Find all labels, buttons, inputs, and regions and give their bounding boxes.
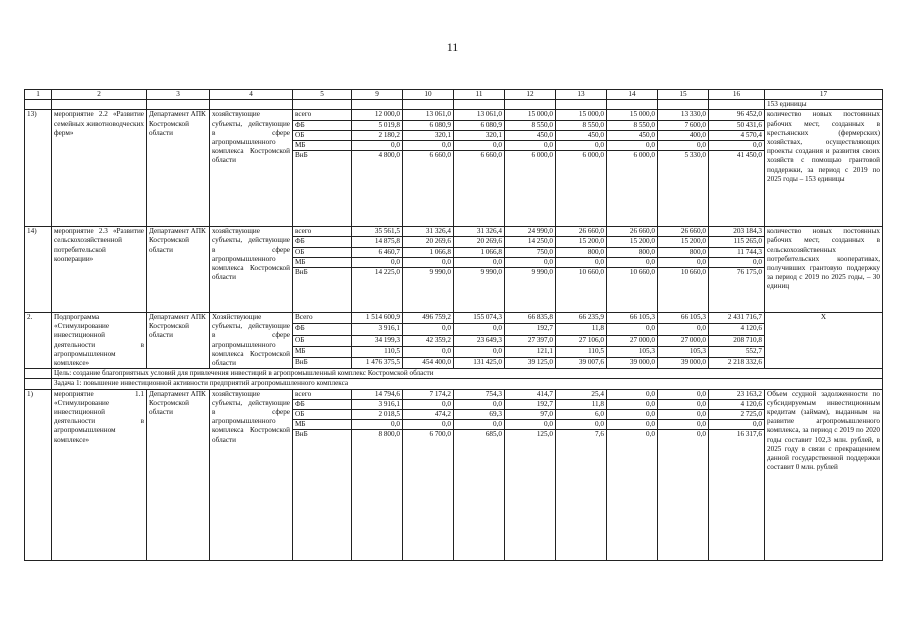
amount-cell: 16 317,6 [709, 430, 765, 561]
amount-cell: 15 200,0 [658, 237, 709, 247]
amount-cell: 0,0 [556, 420, 607, 430]
table-cell [556, 100, 607, 110]
amount-cell: 2 218 332,6 [709, 358, 765, 369]
funding-source: Всего [293, 313, 352, 324]
funding-source: ФБ [293, 237, 352, 247]
amount-cell: 0,0 [607, 430, 658, 561]
funding-source: ОБ [293, 410, 352, 420]
amount-cell: 13 330,0 [658, 110, 709, 120]
funding-source: всего [293, 227, 352, 237]
amount-cell: 110,5 [556, 346, 607, 357]
amount-cell: 6 000,0 [607, 151, 658, 227]
column-header: 1 [25, 90, 52, 100]
amount-cell: 0,0 [709, 257, 765, 267]
amount-cell: 2 725,0 [709, 410, 765, 420]
amount-cell: 192,7 [505, 324, 556, 335]
funding-source: ВнБ [293, 430, 352, 561]
amount-cell: 50 431,6 [709, 120, 765, 130]
amount-cell: 454 400,0 [403, 358, 454, 369]
funding-source: ФБ [293, 399, 352, 409]
amount-cell: 14 225,0 [352, 268, 403, 313]
table-cell [403, 100, 454, 110]
amount-cell: 11 744,3 [709, 247, 765, 257]
amount-cell: 155 074,3 [454, 313, 505, 324]
amount-cell: 4 800,0 [352, 151, 403, 227]
table-cell [505, 100, 556, 110]
amount-cell: 2 018,5 [352, 410, 403, 420]
amount-cell: 20 269,6 [403, 237, 454, 247]
table-row [25, 100, 883, 110]
column-header: 11 [454, 90, 505, 100]
responsible-dept: Департамент АПК Костромской области [147, 110, 210, 227]
amount-cell: 125,0 [505, 430, 556, 561]
amount-cell: 450,0 [556, 130, 607, 140]
amount-cell: 5 330,0 [658, 151, 709, 227]
amount-cell: 6 460,7 [352, 247, 403, 257]
amount-cell: 6 080,9 [403, 120, 454, 130]
amount-cell: 4 120,6 [709, 324, 765, 335]
task-row [25, 379, 883, 389]
amount-cell: 9 990,0 [505, 268, 556, 313]
amount-cell: 6 000,0 [505, 151, 556, 227]
amount-cell: 0,0 [505, 141, 556, 151]
amount-cell: 27 397,0 [505, 335, 556, 346]
table-cell [607, 100, 658, 110]
amount-cell: 0,0 [403, 399, 454, 409]
amount-cell: 27 000,0 [607, 335, 658, 346]
executors: хозяйствующие субъекты, действующие в сфере агропромышленного комплекса Костромской области [210, 227, 293, 313]
amount-cell: 0,0 [658, 324, 709, 335]
amount-cell: 0,0 [658, 257, 709, 267]
amount-cell: 0,0 [403, 420, 454, 430]
amount-cell: 13 061,0 [403, 110, 454, 120]
amount-cell: 66 105,3 [658, 313, 709, 324]
column-header: 13 [556, 90, 607, 100]
amount-cell: 0,0 [607, 399, 658, 409]
amount-cell: 27 000,0 [658, 335, 709, 346]
funding-source: ВнБ [293, 358, 352, 369]
column-header: 2 [52, 90, 147, 100]
program-table [24, 89, 883, 561]
column-header: 12 [505, 90, 556, 100]
table-row [25, 110, 883, 120]
amount-cell: 12 000,0 [352, 110, 403, 120]
amount-cell: 11,8 [556, 324, 607, 335]
amount-cell: 10 660,0 [658, 268, 709, 313]
amount-cell: 0,0 [556, 257, 607, 267]
amount-cell: 10 660,0 [607, 268, 658, 313]
table-cell [709, 100, 765, 110]
amount-cell: 31 326,4 [454, 227, 505, 237]
amount-cell: 0,0 [454, 324, 505, 335]
amount-cell: 66 835,8 [505, 313, 556, 324]
amount-cell: 14 794,6 [352, 389, 403, 399]
amount-cell: 15 000,0 [556, 110, 607, 120]
amount-cell: 0,0 [505, 420, 556, 430]
table-cell [210, 100, 293, 110]
column-header: 14 [607, 90, 658, 100]
column-header: 17 [765, 90, 883, 100]
amount-cell: 0,0 [505, 257, 556, 267]
result-cell: Объем ссудной задолженности по субсидируемым инвестиционным кредитам (займам), выданным на развитие агропромышленного комплекса, за период с 2019 по 2020 годы составит 102,3 млн. рублей, в 2025 году в связи с прекращением данной государственной поддержки составит 0 млн. рублей [765, 389, 883, 561]
amount-cell: 450,0 [505, 130, 556, 140]
result-cell: 153 единицы [765, 100, 883, 110]
activity-name: Подпрограмма «Стимулирование инвестиционной деятельности в агропромышленном комплексе» [52, 313, 147, 369]
amount-cell: 8 550,0 [505, 120, 556, 130]
amount-cell: 800,0 [658, 247, 709, 257]
amount-cell: 0,0 [454, 399, 505, 409]
amount-cell: 131 425,0 [454, 358, 505, 369]
table-cell [25, 100, 52, 110]
amount-cell: 0,0 [658, 410, 709, 420]
amount-cell: 8 550,0 [607, 120, 658, 130]
row-number: 1) [25, 389, 52, 561]
amount-cell: 496 759,2 [403, 313, 454, 324]
amount-cell: 0,0 [352, 257, 403, 267]
amount-cell: 685,0 [454, 430, 505, 561]
activity-name: мероприятие 2.2 «Развитие семейных животноводческих ферм» [52, 110, 147, 227]
amount-cell: 0,0 [658, 141, 709, 151]
amount-cell: 450,0 [607, 130, 658, 140]
amount-cell: 96 452,0 [709, 110, 765, 120]
table-cell [147, 100, 210, 110]
amount-cell: 5 019,8 [352, 120, 403, 130]
amount-cell: 0,0 [403, 346, 454, 357]
amount-cell: 208 710,8 [709, 335, 765, 346]
table-cell [658, 100, 709, 110]
amount-cell: 35 561,5 [352, 227, 403, 237]
amount-cell: 203 184,3 [709, 227, 765, 237]
column-header: 3 [147, 90, 210, 100]
amount-cell: 0,0 [658, 399, 709, 409]
amount-cell: 69,3 [454, 410, 505, 420]
amount-cell: 24 990,0 [505, 227, 556, 237]
table-cell [25, 379, 52, 389]
amount-cell: 0,0 [556, 141, 607, 151]
page-number: 11 [446, 40, 459, 54]
column-header: 9 [352, 90, 403, 100]
column-header: 5 [293, 90, 352, 100]
amount-cell: 6 080,9 [454, 120, 505, 130]
amount-cell: 6 660,0 [454, 151, 505, 227]
funding-source: МБ [293, 141, 352, 151]
amount-cell: 0,0 [607, 324, 658, 335]
funding-source: ОБ [293, 335, 352, 346]
column-header: 4 [210, 90, 293, 100]
table-cell [293, 100, 352, 110]
amount-cell: 39 007,6 [556, 358, 607, 369]
result-cell: Х [765, 313, 883, 369]
result-cell: количество новых постоянных рабочих мест, созданных в крестьянских (фермерских) хозяйствах, осуществляющих проекты создания и развития своих хозяйств с помощью грантовой поддержки, за период с 2019 по 2025 годы – 153 единицы [765, 110, 883, 227]
funding-source: МБ [293, 346, 352, 357]
amount-cell: 7 174,2 [403, 389, 454, 399]
goal-text: Цель: создание благоприятных условий для привлечения инвестиций в агропромышленный комплекс Костромской области [52, 369, 883, 379]
funding-source: МБ [293, 420, 352, 430]
amount-cell: 0,0 [709, 420, 765, 430]
amount-cell: 15 000,0 [607, 110, 658, 120]
funding-source: всего [293, 110, 352, 120]
amount-cell: 110,5 [352, 346, 403, 357]
amount-cell: 105,3 [607, 346, 658, 357]
amount-cell: 400,0 [658, 130, 709, 140]
amount-cell: 23 163,2 [709, 389, 765, 399]
funding-source: всего [293, 389, 352, 399]
amount-cell: 0,0 [454, 257, 505, 267]
responsible-dept: Департамент АПК Костромской области [147, 389, 210, 561]
amount-cell: 0,0 [352, 420, 403, 430]
amount-cell: 23 649,3 [454, 335, 505, 346]
funding-source: ВнБ [293, 268, 352, 313]
amount-cell: 14 250,0 [505, 237, 556, 247]
amount-cell: 8 800,0 [352, 430, 403, 561]
amount-cell: 15 000,0 [505, 110, 556, 120]
amount-cell: 0,0 [454, 420, 505, 430]
responsible-dept: Департамент АПК Костромской области [147, 313, 210, 369]
funding-source: ФБ [293, 120, 352, 130]
amount-cell: 0,0 [607, 141, 658, 151]
table-cell [25, 369, 52, 379]
column-header: 15 [658, 90, 709, 100]
amount-cell: 121,1 [505, 346, 556, 357]
amount-cell: 34 199,3 [352, 335, 403, 346]
amount-cell: 8 550,0 [556, 120, 607, 130]
amount-cell: 0,0 [607, 410, 658, 420]
amount-cell: 42 359,2 [403, 335, 454, 346]
amount-cell: 7 600,0 [658, 120, 709, 130]
table-cell [454, 100, 505, 110]
amount-cell: 0,0 [709, 141, 765, 151]
amount-cell: 0,0 [607, 420, 658, 430]
executors: хозяйствующие субъекты, действующие в сфере агропромышленного комплекса Костромской области [210, 389, 293, 561]
amount-cell: 39 000,0 [607, 358, 658, 369]
result-cell: количество новых постоянных рабочих мест, созданных в сельскохозяйственных потребительских кооперативах, получивших грантовую поддержку за период с 2019 по 2025 годы, – 30 единиц [765, 227, 883, 313]
amount-cell: 15 200,0 [556, 237, 607, 247]
amount-cell: 20 269,6 [454, 237, 505, 247]
funding-source: ФБ [293, 324, 352, 335]
executors: Хозяйствующие субъекты, действующие в сфере агропромышленного комплекса Костромской области [210, 313, 293, 369]
amount-cell: 2 431 716,7 [709, 313, 765, 324]
amount-cell: 25,4 [556, 389, 607, 399]
amount-cell: 3 916,1 [352, 324, 403, 335]
funding-source: МБ [293, 257, 352, 267]
amount-cell: 6 700,0 [403, 430, 454, 561]
amount-cell: 320,1 [454, 130, 505, 140]
amount-cell: 10 660,0 [556, 268, 607, 313]
amount-cell: 39 125,0 [505, 358, 556, 369]
amount-cell: 0,0 [454, 141, 505, 151]
responsible-dept: Департамент АПК Костромской области [147, 227, 210, 313]
amount-cell: 31 326,4 [403, 227, 454, 237]
row-number: 14) [25, 227, 52, 313]
amount-cell: 6,0 [556, 410, 607, 420]
amount-cell: 0,0 [658, 430, 709, 561]
amount-cell: 0,0 [658, 420, 709, 430]
amount-cell: 0,0 [403, 141, 454, 151]
amount-cell: 14 875,8 [352, 237, 403, 247]
executors: хозяйствующие субъекты, действующие в сфере агропромышленного комплекса Костромской области [210, 110, 293, 227]
amount-cell: 11,8 [556, 399, 607, 409]
amount-cell: 39 000,0 [658, 358, 709, 369]
table-row [25, 389, 883, 399]
amount-cell: 9 990,0 [403, 268, 454, 313]
column-header: 10 [403, 90, 454, 100]
amount-cell: 66 105,3 [607, 313, 658, 324]
amount-cell: 0,0 [454, 346, 505, 357]
amount-cell: 800,0 [556, 247, 607, 257]
activity-name: мероприятие 2.3 «Развитие сельскохозяйственной потребительской кооперации» [52, 227, 147, 313]
amount-cell: 320,1 [403, 130, 454, 140]
amount-cell: 0,0 [658, 389, 709, 399]
amount-cell: 1 476 375,5 [352, 358, 403, 369]
funding-source: ОБ [293, 130, 352, 140]
amount-cell: 750,0 [505, 247, 556, 257]
amount-cell: 7,6 [556, 430, 607, 561]
amount-cell: 115 265,0 [709, 237, 765, 247]
amount-cell: 414,7 [505, 389, 556, 399]
amount-cell: 13 061,0 [454, 110, 505, 120]
amount-cell: 9 990,0 [454, 268, 505, 313]
table-row [25, 227, 883, 237]
row-number: 2. [25, 313, 52, 369]
amount-cell: 754,3 [454, 389, 505, 399]
amount-cell: 105,3 [658, 346, 709, 357]
amount-cell: 6 660,0 [403, 151, 454, 227]
table-row [25, 313, 883, 324]
amount-cell: 4 120,6 [709, 399, 765, 409]
table-cell [352, 100, 403, 110]
amount-cell: 552,7 [709, 346, 765, 357]
amount-cell: 1 066,8 [454, 247, 505, 257]
amount-cell: 800,0 [607, 247, 658, 257]
amount-cell: 15 200,0 [607, 237, 658, 247]
row-number: 13) [25, 110, 52, 227]
amount-cell: 27 106,0 [556, 335, 607, 346]
amount-cell: 26 660,0 [658, 227, 709, 237]
amount-cell: 1 066,8 [403, 247, 454, 257]
amount-cell: 0,0 [607, 257, 658, 267]
funding-source: ОБ [293, 247, 352, 257]
activity-name: мероприятие 1.1 «Стимулирование инвестиционной деятельности в агропромышленном комплексе» [52, 389, 147, 561]
amount-cell: 3 916,1 [352, 399, 403, 409]
task-text: Задача 1: повышение инвестиционной активности предприятий агропромышленного комплекса [52, 379, 883, 389]
amount-cell: 26 660,0 [607, 227, 658, 237]
amount-cell: 0,0 [403, 324, 454, 335]
column-header: 16 [709, 90, 765, 100]
funding-source: ВнБ [293, 151, 352, 227]
amount-cell: 474,2 [403, 410, 454, 420]
table-cell [52, 100, 147, 110]
amount-cell: 97,0 [505, 410, 556, 420]
amount-cell: 0,0 [352, 141, 403, 151]
amount-cell: 1 514 600,9 [352, 313, 403, 324]
amount-cell: 6 000,0 [556, 151, 607, 227]
amount-cell: 0,0 [403, 257, 454, 267]
amount-cell: 26 660,0 [556, 227, 607, 237]
amount-cell: 0,0 [607, 389, 658, 399]
header-row [25, 90, 883, 100]
amount-cell: 41 450,0 [709, 151, 765, 227]
amount-cell: 192,7 [505, 399, 556, 409]
amount-cell: 76 175,0 [709, 268, 765, 313]
amount-cell: 66 235,9 [556, 313, 607, 324]
goal-row [25, 369, 883, 379]
amount-cell: 4 570,4 [709, 130, 765, 140]
amount-cell: 2 180,2 [352, 130, 403, 140]
